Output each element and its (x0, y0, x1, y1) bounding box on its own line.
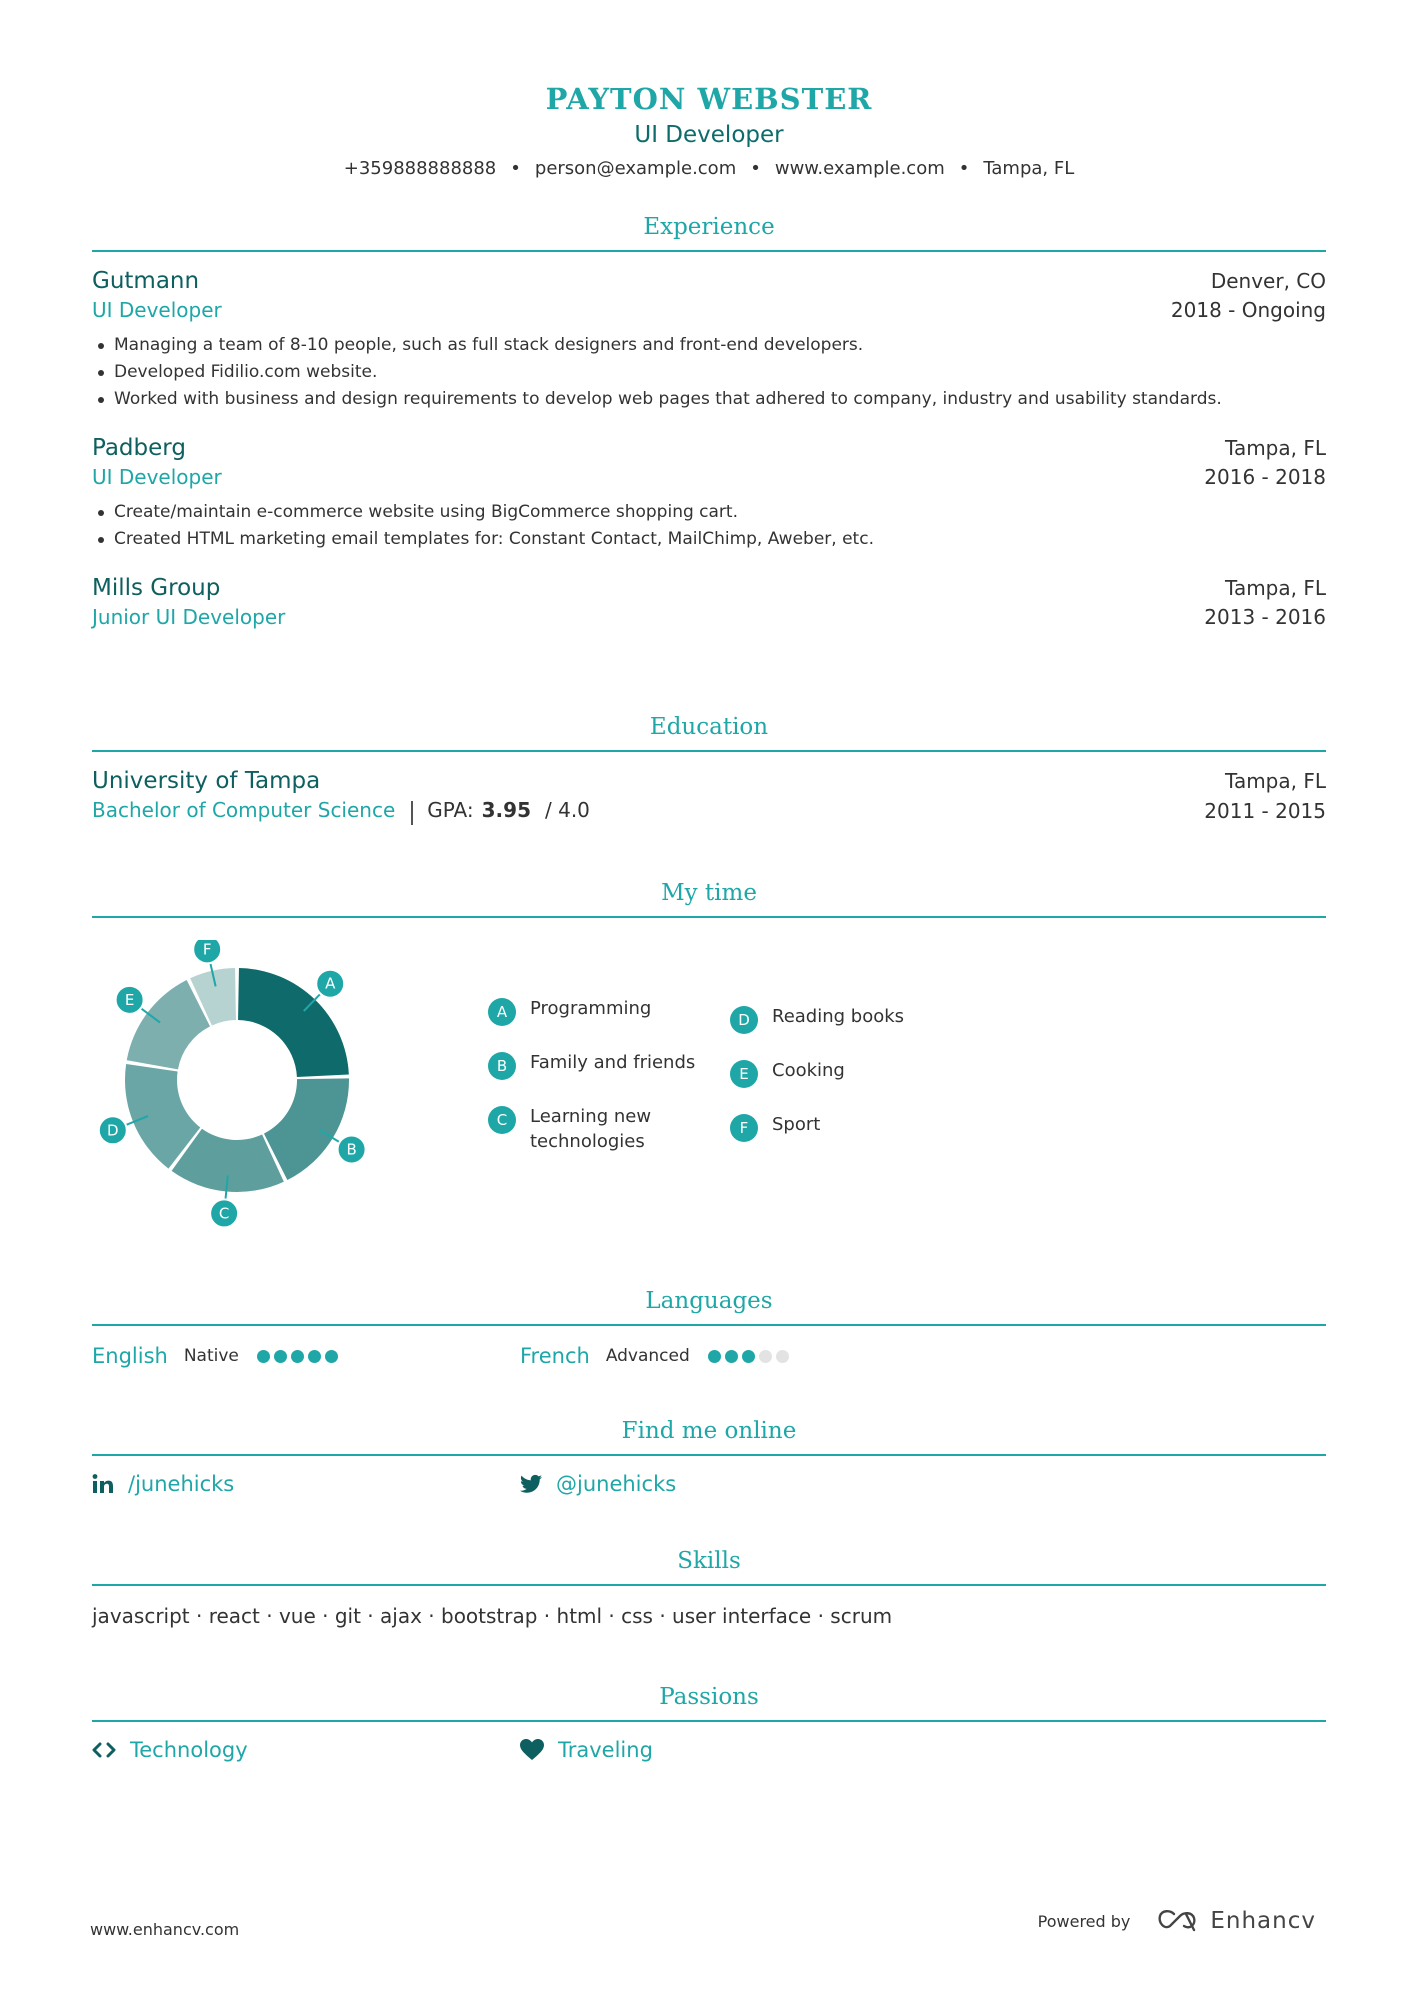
experience-section (92, 214, 1326, 629)
dot-filled (325, 1350, 338, 1363)
divider (411, 801, 413, 825)
job-title: Junior UI Developer (92, 605, 286, 629)
online-section (92, 1418, 1326, 1498)
slice-badge-letter: E (124, 990, 135, 1009)
languages-section (92, 1288, 1326, 1368)
job-title: UI Developer (92, 465, 222, 489)
dot-filled (308, 1350, 321, 1363)
legend-label: Learning new technologies (530, 1106, 652, 1152)
experience-entry (92, 435, 1326, 553)
school-name: University of Tampa (92, 768, 321, 794)
skills-list: javascript · react · vue · git · ajax · bootstrap · html · css · user interface · scrum (92, 1604, 893, 1628)
language-item (92, 1344, 342, 1368)
dot-empty (759, 1350, 772, 1363)
language-item (520, 1344, 793, 1368)
slice-badge-e (116, 986, 144, 1014)
job-bullets (92, 499, 1326, 553)
legend-item-c (488, 1104, 688, 1154)
education-entry (92, 768, 1326, 825)
experience-entry (92, 575, 1326, 629)
skills-section (92, 1548, 1326, 1628)
slice-badge-letter: F (202, 940, 212, 959)
bullet-item: Managing a team of 8-10 people, such as full stack designers and front-end developers. (92, 332, 1326, 359)
job-period: 2016 - 2018 (1204, 465, 1326, 489)
education-section (92, 714, 1326, 825)
bullet-item: Developed Fidilio.com website. (92, 359, 1326, 386)
dot-filled (725, 1350, 738, 1363)
donut-slice-b (264, 1078, 349, 1180)
section-title-my-time: My time (92, 880, 1326, 918)
slice-badge-d (99, 1116, 127, 1144)
passion-label: Technology (130, 1738, 248, 1762)
legend-label: Cooking (772, 1060, 845, 1081)
twitter-icon (520, 1474, 542, 1494)
company-name: Padberg (92, 435, 186, 461)
resume-page (92, 0, 1326, 1762)
passions-section (92, 1684, 1326, 1764)
contact-line (92, 158, 1326, 179)
legend-label: Programming (530, 998, 652, 1019)
education-period: 2011 - 2015 (1204, 799, 1326, 824)
enhancv-logo-icon (1156, 1908, 1200, 1934)
language-name: English (92, 1344, 168, 1368)
legend-badge: B (488, 1052, 516, 1080)
location: Tampa, FL (983, 158, 1075, 179)
language-level: Native (183, 1346, 239, 1366)
twitter-link[interactable] (520, 1472, 676, 1496)
gpa-value: 3.95 (481, 798, 531, 822)
footer-site[interactable]: www.enhancv.com (90, 1920, 240, 1939)
resume-header (92, 0, 1326, 179)
legend-label: Reading books (772, 1006, 905, 1027)
section-title-experience: Experience (92, 214, 1326, 252)
gpa-max: / 4.0 (545, 798, 590, 822)
slice-badge-letter: C (218, 1204, 230, 1223)
dot-filled (274, 1350, 287, 1363)
separator: • (750, 158, 761, 179)
website[interactable]: www.example.com (774, 158, 945, 179)
section-title-skills: Skills (92, 1548, 1326, 1586)
company-name: Mills Group (92, 575, 221, 601)
code-icon (92, 1740, 116, 1760)
company-name: Gutmann (92, 268, 200, 294)
legend-label: Sport (772, 1114, 821, 1135)
job-title: UI Developer (92, 298, 222, 322)
passion-item (520, 1738, 653, 1762)
heart-icon (520, 1739, 544, 1761)
brand-name: Enhancv (1210, 1908, 1316, 1934)
slice-badge-letter: A (325, 974, 336, 993)
separator: • (510, 158, 521, 179)
linkedin-icon (92, 1473, 114, 1495)
language-name: French (520, 1344, 590, 1368)
legend-item-a (488, 996, 708, 1026)
legend-badge: F (730, 1114, 758, 1142)
bullet-item: Worked with business and design requirements to develop web pages that adhered to company, industry and usability standards. (92, 386, 1326, 413)
legend-label: Family and friends (530, 1052, 696, 1073)
slice-badge-a (316, 970, 344, 998)
slice-badge-f (193, 940, 221, 963)
chart-legend (488, 996, 988, 1196)
my-time-section (92, 880, 1326, 1260)
slice-badge-letter: B (346, 1140, 357, 1159)
linkedin-link[interactable] (92, 1472, 234, 1496)
candidate-name: PAYTON WEBSTER (545, 82, 873, 116)
section-title-passions: Passions (92, 1684, 1326, 1722)
school-location: Tampa, FL (1225, 769, 1326, 793)
legend-badge: C (488, 1106, 516, 1134)
section-title-education: Education (92, 714, 1326, 752)
slice-badge-letter: D (107, 1121, 119, 1140)
section-title-online: Find me online (92, 1418, 1326, 1456)
job-location: Tampa, FL (1225, 436, 1326, 460)
footer-branding (1038, 1908, 1316, 1934)
job-bullets (92, 332, 1326, 413)
dot-filled (708, 1350, 721, 1363)
phone: +359888888888 (343, 158, 497, 179)
job-location: Denver, CO (1210, 269, 1326, 293)
dot-empty (776, 1350, 789, 1363)
powered-by-label: Powered by (1037, 1911, 1131, 1931)
experience-entry (92, 268, 1326, 413)
legend-badge: E (730, 1060, 758, 1088)
twitter-handle: @junehicks (556, 1472, 677, 1496)
bullet-item: Create/maintain e-commerce website using BigCommerce shopping cart. (92, 499, 1326, 526)
time-donut-chart (92, 940, 392, 1260)
dot-filled (291, 1350, 304, 1363)
section-title-languages: Languages (92, 1288, 1326, 1326)
passion-label: Traveling (558, 1738, 653, 1762)
slice-badge-c (210, 1199, 238, 1227)
slice-badge-b (338, 1135, 366, 1163)
legend-item-f (730, 1112, 950, 1142)
degree: Bachelor of Computer Science (92, 798, 396, 822)
bullet-item: Created HTML marketing email templates for: Constant Contact, MailChimp, Aweber, etc. (92, 526, 1326, 553)
linkedin-handle: /junehicks (128, 1472, 235, 1496)
proficiency-dots (708, 1350, 793, 1363)
language-level: Advanced (605, 1346, 690, 1366)
dot-filled (742, 1350, 755, 1363)
legend-item-b (488, 1050, 708, 1080)
dot-filled (257, 1350, 270, 1363)
legend-item-e (730, 1058, 950, 1088)
gpa-label: GPA: (427, 798, 474, 822)
passion-item (92, 1738, 248, 1762)
job-location: Tampa, FL (1225, 576, 1326, 600)
separator: • (958, 158, 970, 179)
legend-badge: D (730, 1006, 758, 1034)
legend-item-d (730, 1004, 950, 1034)
candidate-role: UI Developer (634, 122, 784, 148)
job-period: 2018 - Ongoing (1170, 298, 1326, 322)
job-period: 2013 - 2016 (1204, 605, 1326, 629)
email[interactable]: person@example.com (534, 158, 737, 179)
legend-badge: A (488, 998, 516, 1026)
proficiency-dots (257, 1350, 342, 1363)
